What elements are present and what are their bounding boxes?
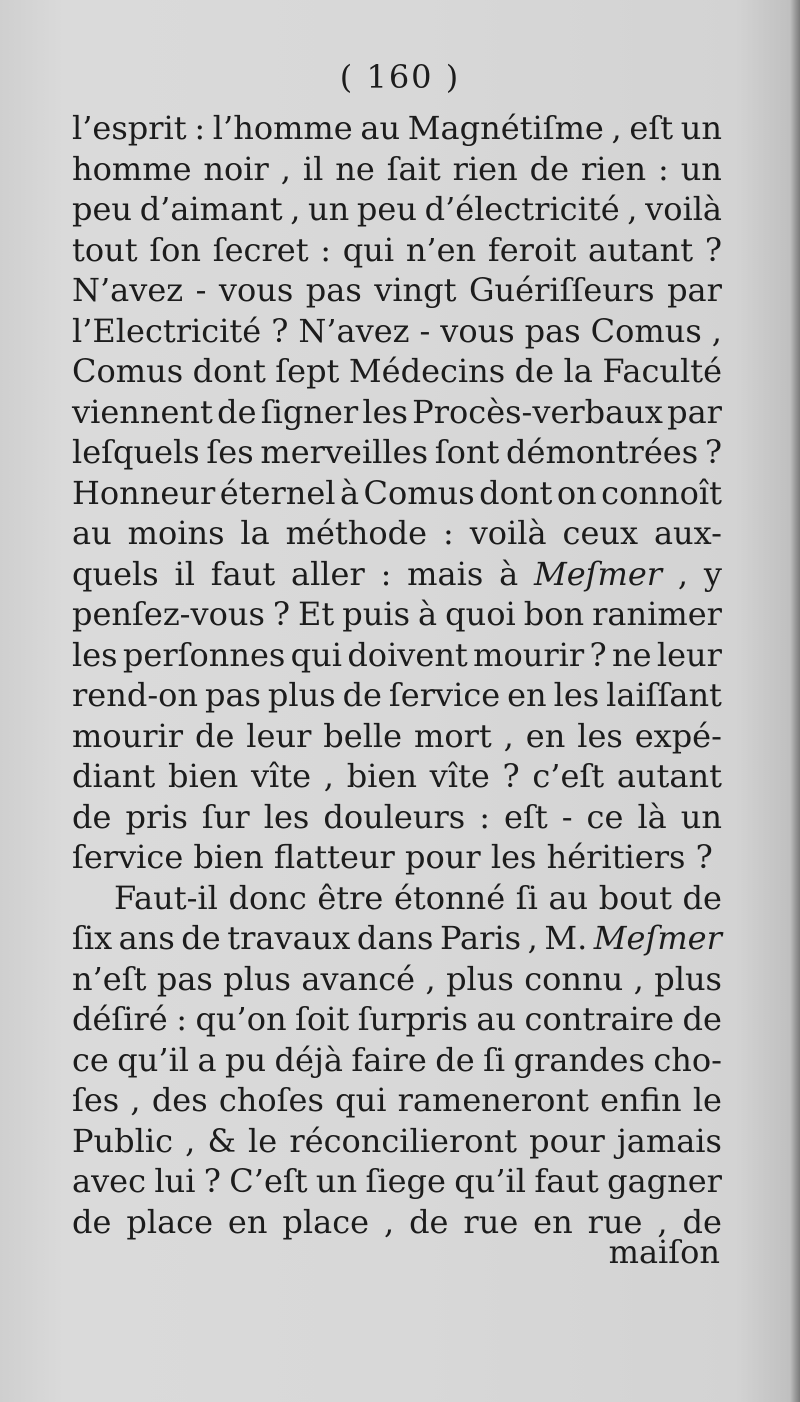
text-line-3 [72, 189, 722, 230]
word: lui [154, 1162, 196, 1200]
text-line-15 [72, 675, 722, 716]
word: la [240, 514, 270, 552]
word: connu [524, 959, 624, 998]
word: à [418, 595, 438, 633]
word: déjà [274, 1040, 343, 1079]
text-line-8 [72, 392, 722, 433]
word: au [72, 514, 112, 552]
word: de [409, 1202, 449, 1241]
word: , [657, 1202, 668, 1241]
word: de [514, 352, 555, 390]
word: autant [588, 230, 694, 269]
word: bout [598, 878, 672, 917]
word: rue [463, 1202, 519, 1241]
word: belle [323, 716, 403, 755]
word: de [72, 1202, 112, 1241]
text-line-9 [72, 432, 722, 473]
word: expé- [634, 716, 722, 755]
page-edge-shadow [790, 0, 800, 1402]
word: Comus [363, 473, 475, 512]
word: de [435, 1040, 475, 1079]
word: Médecins [348, 352, 506, 390]
word: il [174, 554, 195, 593]
word: voilà [645, 190, 722, 228]
word: qui [335, 1081, 387, 1119]
word: Paris [439, 919, 522, 957]
word: Meſmer [593, 919, 722, 957]
word: de [217, 392, 257, 431]
word: ſur [201, 797, 250, 836]
word: pris [125, 797, 188, 836]
word: & [207, 1121, 236, 1160]
word: , [383, 1202, 395, 1241]
word: rien [580, 149, 647, 188]
word: aux- [653, 514, 722, 552]
word: l’Electricité [72, 311, 262, 350]
text-line-26 [72, 1121, 722, 1162]
word: déſiré [72, 1000, 168, 1038]
word: : [380, 554, 392, 593]
word: bien [167, 757, 239, 795]
word: place [126, 1202, 213, 1241]
text-line-24 [72, 1040, 722, 1081]
word: l’esprit [72, 109, 187, 147]
word: ? [272, 595, 291, 633]
word: au [476, 1000, 517, 1038]
word: les [263, 797, 310, 836]
word: gagner [607, 1162, 722, 1200]
word: avec [72, 1162, 147, 1200]
word: travaux [227, 919, 351, 957]
text-line-7 [72, 351, 722, 392]
word: ſi [515, 878, 538, 917]
word: ſes [72, 1081, 120, 1119]
word: Magnétiſme [407, 109, 604, 147]
word: de [194, 716, 235, 755]
word: un [680, 109, 722, 147]
word: un [680, 149, 722, 188]
word: moins [127, 514, 225, 552]
text-line-10 [72, 473, 722, 514]
text-line-19: ſervice bien flatteur pour les héritiers ? [72, 838, 713, 876]
text-line-17 [72, 756, 722, 797]
word: par [667, 392, 722, 431]
word: plus [223, 959, 291, 998]
word: , [527, 919, 538, 957]
word: démontrées [506, 433, 699, 471]
page-number: ( 160 ) [339, 58, 461, 96]
word: merveilles [260, 433, 428, 471]
word: eſt [504, 797, 548, 836]
word: un [680, 797, 722, 836]
word: plus [446, 959, 514, 998]
word: Comus [72, 352, 184, 390]
word: de [72, 797, 112, 836]
word: qu’il [454, 1162, 526, 1200]
word: n’en [405, 230, 477, 269]
word: en [507, 676, 547, 714]
word: ? [203, 1162, 221, 1200]
word: N’avez [298, 311, 410, 350]
word: là [637, 797, 667, 836]
word: ne [611, 635, 652, 674]
word: mourir [473, 635, 585, 674]
word: Faut-il [114, 878, 218, 917]
word: : [176, 1000, 187, 1038]
word: les [362, 392, 408, 431]
word: en [533, 1202, 573, 1241]
word: réconcilieront [289, 1121, 517, 1160]
word: pas [524, 311, 581, 350]
word: leſquels [72, 433, 200, 471]
text-line-6 [72, 311, 722, 352]
word: un [308, 190, 350, 228]
word: , [185, 1121, 196, 1160]
word: jamais [616, 1121, 722, 1160]
word: C’eſt [229, 1162, 308, 1200]
word: avancé [301, 959, 416, 998]
word: qui [342, 230, 395, 269]
word: rameneront [397, 1081, 589, 1119]
word: , [290, 190, 301, 228]
word: plus [267, 676, 336, 714]
text-line-22 [72, 959, 722, 1000]
word: ? [704, 230, 722, 269]
word: Comus [590, 311, 702, 350]
word: : [443, 514, 454, 552]
word: penſez-vous [72, 595, 265, 633]
word: à [339, 473, 360, 512]
word: ſept [275, 352, 340, 390]
word: , [280, 149, 291, 188]
word: de [682, 878, 722, 917]
word: n’eſt [72, 959, 147, 998]
word: aller [290, 554, 365, 593]
word: ce [72, 1040, 109, 1079]
word: les [72, 635, 118, 674]
word: - [195, 271, 207, 309]
body-text [72, 108, 722, 1242]
word: vous [218, 271, 294, 309]
word: N’avez [72, 271, 184, 309]
word: Honneur [72, 473, 216, 512]
word: ce [586, 797, 624, 836]
catchword: maiſon [608, 1233, 720, 1271]
word: mais [407, 554, 484, 593]
word: de [529, 149, 570, 188]
word: le [248, 1121, 278, 1160]
word: quoi [445, 595, 516, 633]
word: bon [523, 595, 585, 633]
word: Procès-verbaux [412, 392, 663, 431]
word: on [556, 473, 597, 512]
word: vîte [250, 757, 312, 795]
word: tout [72, 230, 138, 269]
text-line-13 [72, 594, 722, 635]
text-line-21 [72, 918, 722, 959]
word: eſt [629, 109, 674, 147]
word: ? [271, 311, 289, 350]
text-line-18 [72, 797, 722, 838]
word: diant [72, 757, 156, 795]
word: la [563, 352, 593, 390]
word: ſecret [212, 230, 309, 269]
word: ? [704, 433, 722, 471]
word: , [627, 190, 638, 228]
word: rue [587, 1202, 643, 1241]
word: éternel [219, 473, 336, 512]
word: perſonnes [122, 635, 286, 674]
text-line-1 [72, 108, 722, 149]
text-line-27 [72, 1161, 722, 1202]
word: ſurpris [357, 1000, 468, 1038]
word: enfin [600, 1081, 682, 1119]
word: peu [356, 190, 417, 228]
word: pas [305, 271, 362, 309]
word: les [553, 676, 600, 714]
word: étonné [393, 878, 506, 917]
text-line-11 [72, 513, 722, 554]
word: - [561, 797, 573, 836]
word: ne [335, 149, 375, 188]
word: ſait [386, 149, 441, 188]
word: à [499, 554, 519, 593]
word: l’homme [212, 109, 353, 147]
word: qui [290, 635, 342, 674]
word: pu [224, 1040, 267, 1079]
word: mort [414, 716, 492, 755]
word: Guériſſeurs [468, 271, 655, 309]
word: de [682, 1000, 722, 1038]
word: homme [72, 149, 192, 188]
word: Faculté [602, 352, 722, 390]
word: c’eſt [532, 757, 605, 795]
word: de [342, 676, 382, 714]
word: place [282, 1202, 370, 1241]
word: les [577, 716, 623, 755]
word: donc [228, 878, 307, 917]
word: ceux [562, 514, 639, 552]
word: au [360, 109, 401, 147]
word: : [194, 109, 206, 147]
word: d’électricité [424, 190, 620, 228]
word: feroit [487, 230, 577, 269]
word: dont [479, 473, 553, 512]
word: méthode [285, 514, 428, 552]
word: ranimer [592, 595, 722, 633]
word: en [525, 716, 566, 755]
word: faut [534, 1162, 599, 1200]
word: bien [346, 757, 417, 795]
word: ? [502, 757, 520, 795]
text-line-20 [72, 878, 722, 919]
word: quels [72, 554, 159, 593]
word: ſon [149, 230, 202, 269]
word: Et [298, 595, 335, 633]
text-line-5 [72, 270, 722, 311]
word: choſes [218, 1081, 324, 1119]
word: plus [654, 959, 722, 998]
word: doivent [347, 635, 468, 674]
word: connoît [601, 473, 722, 512]
word: par [667, 271, 722, 309]
word: noir [203, 149, 269, 188]
word: faire [351, 1040, 427, 1079]
text-line-23 [72, 999, 722, 1040]
word: - [419, 311, 431, 350]
word: , [611, 109, 622, 147]
word: des [151, 1081, 208, 1119]
word: il [302, 149, 324, 188]
word: qu’il [117, 1040, 190, 1079]
word: leur [246, 716, 312, 755]
word: vingt [374, 271, 457, 309]
word: , [130, 1081, 141, 1119]
word: viennent [72, 392, 213, 431]
word: a [197, 1040, 217, 1079]
word: y [703, 554, 722, 593]
word: qu’on [195, 1000, 287, 1038]
text-line-12 [72, 554, 722, 595]
word: , [633, 959, 644, 998]
word: pas [204, 676, 261, 714]
word: puis [342, 595, 411, 633]
word: au [548, 878, 589, 917]
word: le [692, 1081, 722, 1119]
text-line-25 [72, 1080, 722, 1121]
word: rend-on [72, 676, 199, 714]
word: laiſſant [606, 676, 722, 714]
word: pas [156, 959, 213, 998]
word: Public [72, 1121, 174, 1160]
word: grandes [513, 1040, 645, 1079]
text-line-16 [72, 716, 722, 757]
word: dont [192, 352, 266, 390]
word: ſiege [365, 1162, 446, 1200]
text-line-14 [72, 635, 722, 676]
word: vous [440, 311, 515, 350]
word: de [682, 1202, 722, 1241]
word: ? [589, 635, 607, 674]
word: ſervice [388, 676, 501, 714]
text-line-4 [72, 230, 722, 271]
word: ans [118, 919, 175, 957]
word: mourir [72, 716, 184, 755]
word: de [181, 919, 221, 957]
word: , [425, 959, 436, 998]
word: M. [544, 919, 588, 957]
word: voilà [469, 514, 547, 552]
word: , [677, 554, 689, 593]
word: ſi [483, 1040, 506, 1079]
word: autant [616, 757, 722, 795]
word: : [320, 230, 332, 269]
word: : [479, 797, 490, 836]
word: être [317, 878, 384, 917]
word: contraire [524, 1000, 675, 1038]
word: Meſmer [533, 554, 663, 593]
word: , [503, 716, 514, 755]
word: faut [210, 554, 276, 593]
word: ſix [72, 919, 113, 957]
word: cho- [653, 1040, 722, 1079]
word: ſigner [260, 392, 359, 431]
word: pour [529, 1121, 605, 1160]
word: ſoit [295, 1000, 350, 1038]
word: , [323, 757, 334, 795]
word: rien [452, 149, 518, 188]
word: douleurs [323, 797, 466, 836]
word: vîte [429, 757, 490, 795]
word: en [227, 1202, 268, 1241]
word: ſes [206, 433, 254, 471]
word: dans [356, 919, 434, 957]
word: : [657, 149, 669, 188]
text-line-2 [72, 149, 722, 190]
word: un [315, 1162, 358, 1200]
word: peu [72, 190, 133, 228]
word: ſont [434, 433, 500, 471]
word: d’aimant [139, 190, 283, 228]
word: leur [656, 635, 722, 674]
word: , [711, 311, 722, 350]
